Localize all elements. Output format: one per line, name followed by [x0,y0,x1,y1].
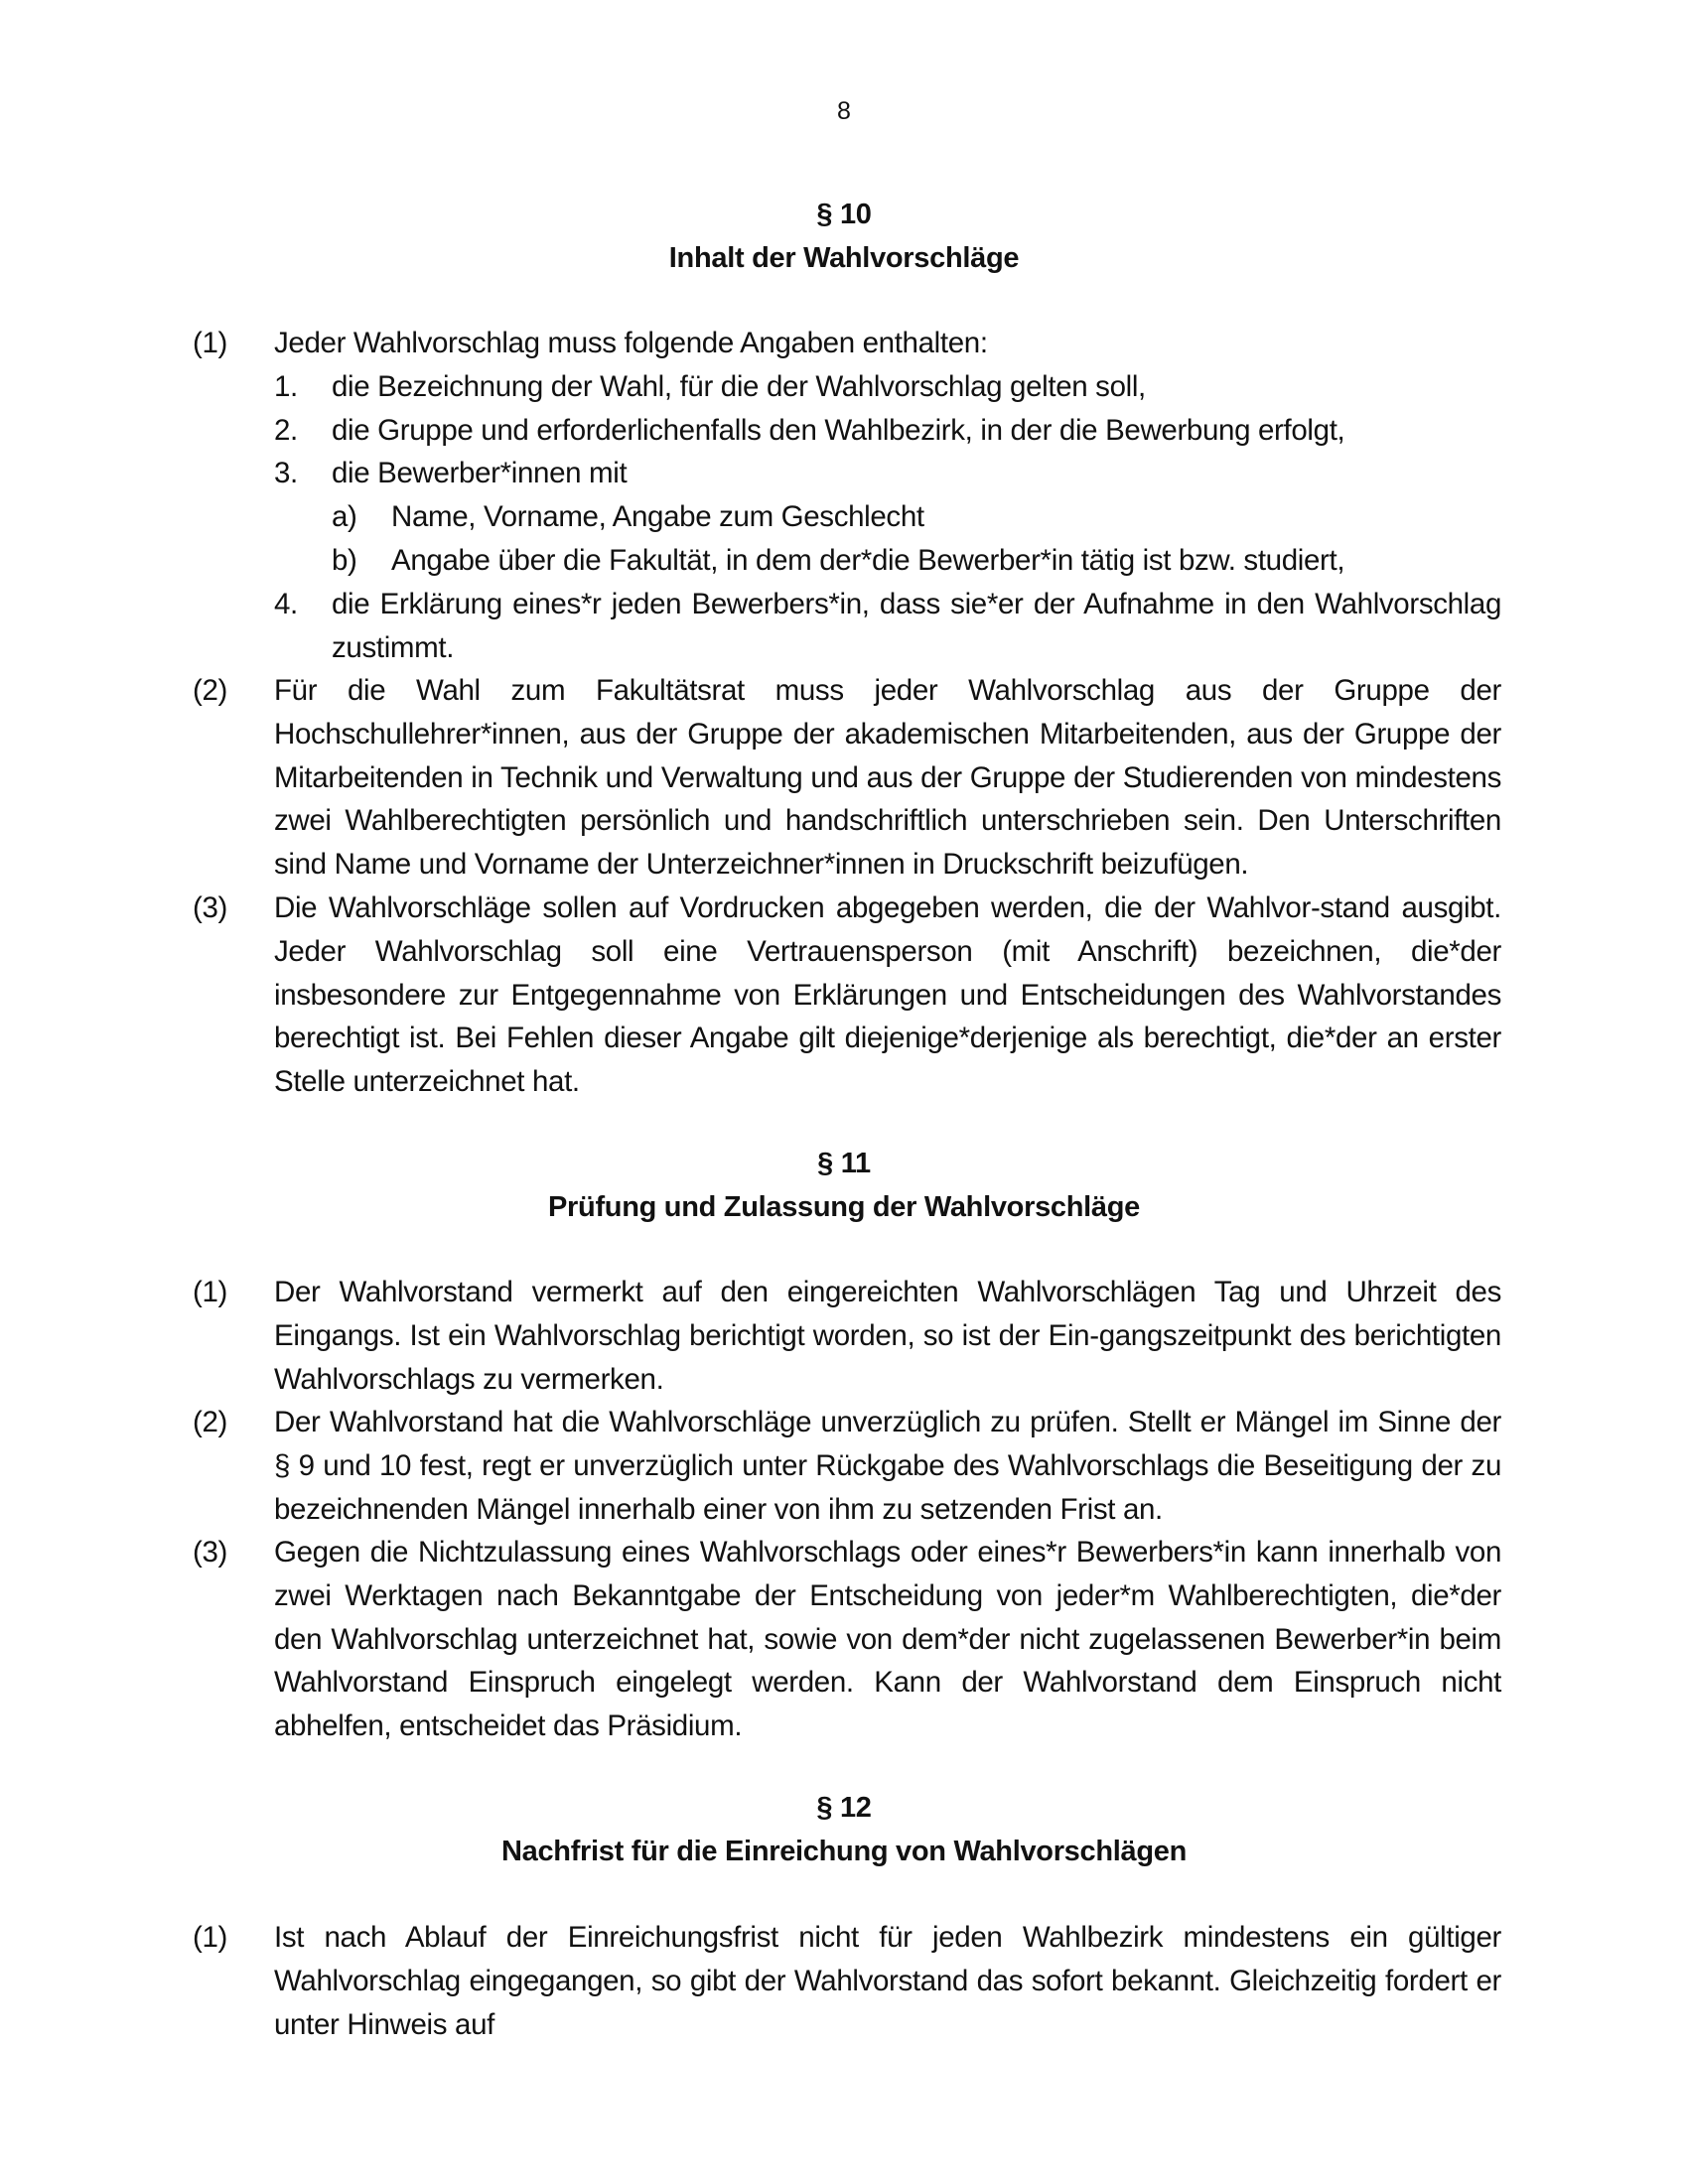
section-title: Prüfung und Zulassung der Wahlvorschläge [548,1191,1140,1223]
section-10-heading [0,193,1688,280]
section-title: Nachfrist für die Einreichung von Wahlvorschlägen [500,1836,1187,1867]
section-number: § 11 [817,1148,871,1179]
paragraph-number: (2) [193,1406,228,1438]
paragraph-intro: Jeder Wahlvorschlag muss folgende Angaben enthalten: [274,327,988,359]
sub-list-item-text: Name, Vorname, Angabe zum Geschlecht [391,500,924,534]
list-item [274,365,1501,409]
paragraph-text: Gegen die Nichtzulassung eines Wahlvorschlags oder eines*r Bewerbers*in kann innerhalb von zwei Werktagen nach Bekanntgabe der Entscheidung von jeder*m Wahlberechtigten, die*der den Wahlvorschlag unterzeichnet hat, sowie von dem*der nicht zugelassenen Bewerber*in beim Wahlvorstand Einspruch eingelegt werden. Kann der Wahlvorstand dem Einspruch nicht abhelfen, entscheidet das Präsidium. [274,1536,1501,1743]
page-number: 8 [837,97,851,125]
list-item-number: 4. [274,587,298,620]
list-item-text: die Bewerber*innen mit [332,457,628,490]
section-11-heading [0,1142,1688,1229]
paragraph-number: (1) [193,327,228,359]
sub-list-item-letter: a) [332,500,357,534]
sub-list-item-letter: b) [332,543,357,577]
section-12-heading [0,1786,1688,1873]
sub-list-item [332,539,1501,583]
list-item-number: 2. [274,413,298,447]
paragraph-text: Für die Wahl zum Fakultätsrat muss jeder Wahlvorschlag aus der Gruppe der Hochschullehrer*innen, aus der Gruppe der akademischen Mitarbeitenden, aus der Gruppe der Mitarbeitenden in Technik und Verwaltung und aus der Gruppe der Studierenden von mindestens zwei Wahlberechtigten persönlich und handschriftlich unterschrieben sein. Den Unterschriften sind Name und Vorname der Unterzeichner*innen in Druckschrift beizufügen. [274,674,1501,882]
paragraph-number: (1) [193,1921,228,1954]
list-item-text: die Bezeichnung der Wahl, für die der Wahlvorschlag gelten soll, [332,369,1146,403]
list-item [274,583,1501,670]
list-item-text: die Gruppe und erforderlichenfalls den Wahlbezirk, in der die Bewerbung erfolgt, [332,413,1345,447]
list-item-text: die Erklärung eines*r jeden Bewerbers*in, dass sie*er der Aufnahme in den Wahlvorschlag zustimmt. [332,587,1501,664]
paragraph-text: Ist nach Ablauf der Einreichungsfrist nicht für jeden Wahlbezirk mindestens ein gültiger Wahlvorschlag eingegangen, so gibt der Wahlvorstand das sofort bekannt. Gleichzeitig fordert er unter Hinweis auf [274,1921,1501,2041]
paragraph-text: Der Wahlvorstand hat die Wahlvorschläge unverzüglich zu prüfen. Stellt er Mängel im Sinne der § 9 und 10 fest, regt er unverzüglich unter Rückgabe des Wahlvorschlags die Beseitigung der zu bezeichnenden Mängel innerhalb einer von ihm zu setzenden Frist an. [274,1406,1501,1526]
section-11-paragraph-3 [193,1531,1501,1748]
paragraph-number: (3) [193,1536,228,1569]
paragraph-number: (3) [193,891,228,924]
paragraph-number: (1) [193,1276,228,1308]
paragraph-text: Der Wahlvorstand vermerkt auf den eingereichten Wahlvorschlägen Tag und Uhrzeit des Eingangs. Ist ein Wahlvorschlag berichtigt worden, so ist der Ein-gangszeitpunkt des berichtigten Wahlvorschlags zu vermerken. [274,1276,1501,1396]
section-10-paragraph-1 [193,322,1501,669]
section-number: § 12 [816,1792,872,1824]
section-title: Inhalt der Wahlvorschläge [668,242,1020,274]
list-item [274,409,1501,453]
section-12-paragraph-1 [193,1916,1501,2046]
section-10-paragraph-2 [193,669,1501,887]
list-item [274,452,1501,495]
section-11-paragraph-2 [193,1401,1501,1531]
sub-list-item-text: Angabe über die Fakultät, in dem der*die Bewerber*in tätig ist bzw. studiert, [391,543,1345,577]
sub-list-item [332,495,1501,539]
paragraph-number: (2) [193,674,228,707]
list-item-number: 3. [274,457,298,490]
paragraph-text: Die Wahlvorschläge sollen auf Vordrucken abgegeben werden, die der Wahlvor-stand ausgibt. Jeder Wahlvorschlag soll eine Vertrauensperson (mit Anschrift) bezeichnen, die*der insbesondere zur Entgegennahme von Erklärungen und Entscheidungen des Wahlvorstandes berechtigt ist. Bei Fehlen dieser Angabe gilt diejenige*derjenige als berechtigt, die*der an erster Stelle unterzeichnet hat. [274,891,1501,1099]
section-10-paragraph-3 [193,887,1501,1104]
section-11-paragraph-1 [193,1271,1501,1401]
list-item-number: 1. [274,369,298,403]
section-number: § 10 [816,199,872,230]
